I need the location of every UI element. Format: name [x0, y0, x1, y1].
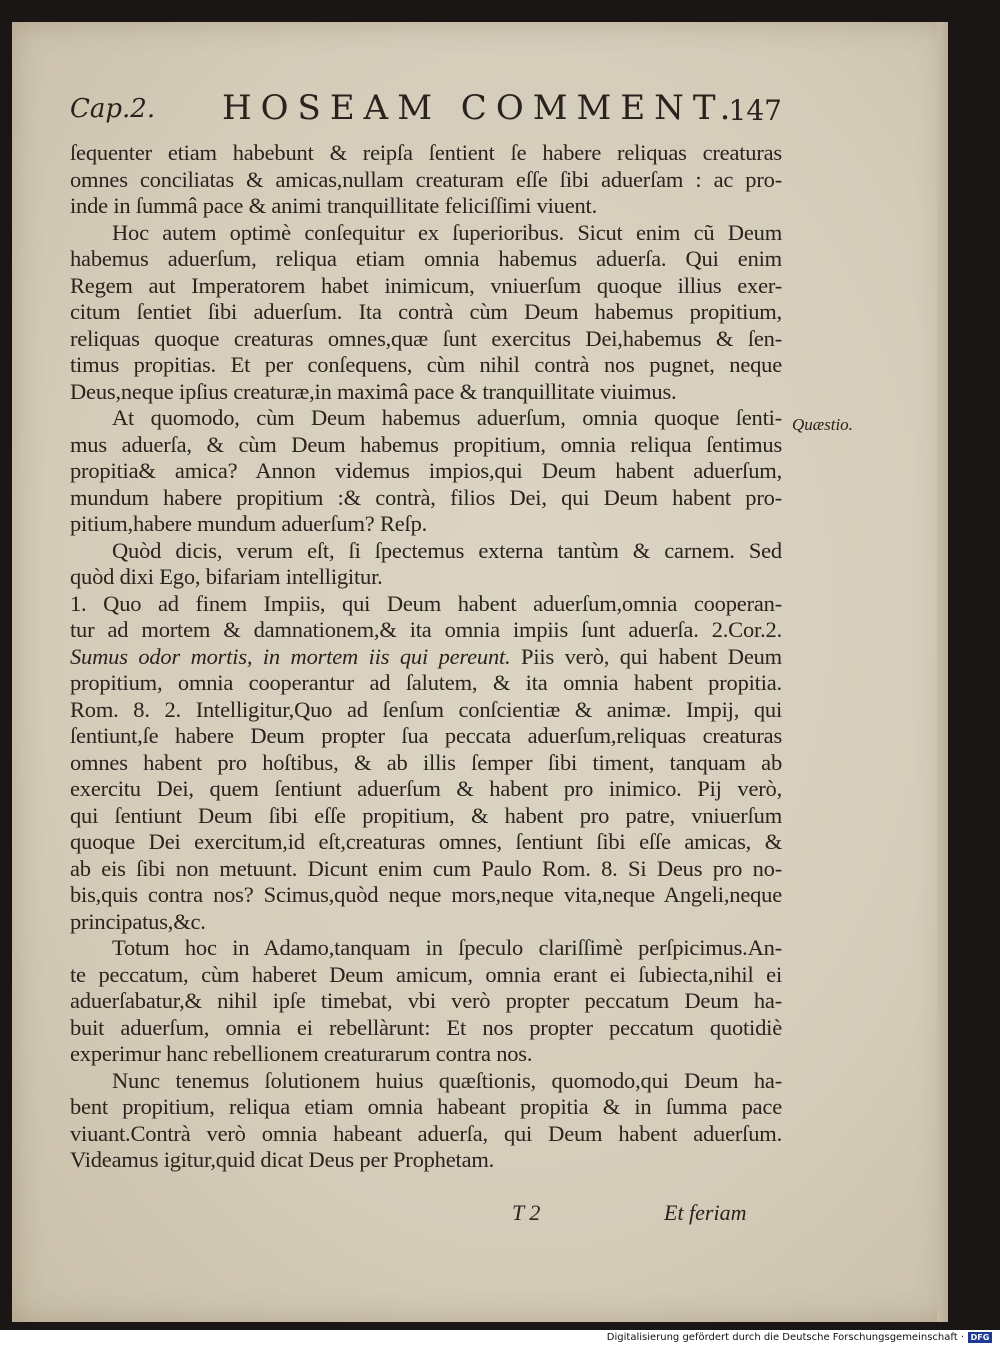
- text-line: Deus,neque ipſius creaturæ,in maximâ pace & tranquillitate viuimus.: [70, 378, 677, 404]
- text-line: bis,quis contra nos? Scimus,quòd neque mors,neque vita,neque Angeli,neque: [70, 882, 782, 907]
- text-line: citum ſentiet ſibi aduerſum. Ita contrà cùm Deum habemus propitium,: [70, 299, 782, 324]
- body-text: [70, 140, 782, 1174]
- text-line: quoque Dei exercitum,id eſt,creaturas omnes, ſentiunt ſibi eſſe amicas, &: [70, 829, 782, 854]
- margin-note: Quæstio.: [792, 415, 853, 434]
- text-line: habemus aduerſum, reliqua etiam omnia habemus aduerſa. Qui enim: [70, 246, 782, 271]
- chapter-label: Cap.2.: [70, 94, 156, 124]
- text-line: pitium,habere mundum aduerſum? Reſp.: [70, 511, 428, 536]
- text-line: aduerſabatur,& nihil ipſe timebat, vbi verò propter peccatum Deum ha-: [70, 988, 782, 1013]
- text-line: Sumus odor mortis, in mortem iis qui pereunt. Piis verò, qui habent Deum: [70, 643, 782, 669]
- text-line: ſequenter etiam habebunt & reipſa ſentient ſe habere reliquas creaturas: [70, 140, 782, 165]
- text-line: quòd dixi Ego, bifariam intelligitur.: [70, 564, 383, 589]
- text-line: propitia& amica? Annon videmus impios,qui Deum habent aduerſum,: [70, 458, 782, 483]
- dfg-logo-icon[interactable]: DFG: [968, 1332, 992, 1343]
- digitization-credit-bar: [0, 1330, 1000, 1346]
- text-line: experimur hanc rebellionem creaturarum contra nos.: [70, 1041, 533, 1066]
- running-title: HOSEAM COMMENT.: [222, 88, 740, 128]
- text-line: qui ſentiunt Deum ſibi eſſe propitium, & habent pro patre, vniuerſum: [70, 802, 782, 828]
- text-line: 1. Quo ad finem Impiis, qui Deum habent aduerſum,omnia cooperan-: [70, 590, 782, 616]
- text-line: te peccatum, cùm haberet Deum amicum, omnia erant ei ſubiecta,nihil ei: [70, 961, 782, 987]
- text-line: ab eis ſibi non metuunt. Dicunt enim cum Paulo Rom. 8. Si Deus pro no-: [70, 855, 782, 881]
- text-line: exercitu Dei, quem ſentiunt aduerſum & habent pro inimico. Pij verò,: [70, 776, 782, 801]
- text-line: reliquas quoque creaturas omnes,quæ ſunt exercitus Dei,habemus & ſen-: [70, 325, 782, 351]
- text-line: Quòd dicis, verum eſt, ſi ſpectemus externa tantùm & carnem. Sed: [112, 537, 782, 563]
- text-line: propitium, omnia cooperantur ad ſalutem, & ita omnia habent propitia.: [70, 670, 782, 695]
- signature-mark: T 2: [512, 1200, 541, 1225]
- text-line: omnes habent pro hoſtibus, & ab illis ſemper ſibi timent, tanquam ab: [70, 749, 782, 775]
- text-line: principatus,&c.: [70, 908, 206, 934]
- text-line: tur ad mortem & damnationem,& ita omnia impiis ſunt aduerſa. 2.Cor.2.: [70, 617, 782, 642]
- page-number: 147: [728, 94, 782, 127]
- text-line: Regem aut Imperatorem habet inimicum, vniuerſum quoque illius exer-: [70, 272, 782, 298]
- text-line: bent propitium, reliqua etiam omnia habeant propitia & in ſumma pace: [70, 1094, 782, 1119]
- text-line: Nunc tenemus ſolutionem huius quæſtionis, quomodo,qui Deum ha-: [112, 1067, 782, 1093]
- book-page: [12, 22, 948, 1322]
- text-line: mundum habere propitium :& contrà, filios Dei, qui Deum habent pro-: [70, 484, 782, 510]
- text-line: Hoc autem optimè conſequitur ex ſuperioribus. Sicut enim cũ Deum: [112, 219, 782, 245]
- text-line: buit aduerſum, omnia ei rebellàrunt: Et nos propter peccatum quotidiè: [70, 1014, 782, 1040]
- text-line: At quomodo, cùm Deum habemus aduerſum, omnia quoque ſenti-: [112, 405, 782, 430]
- catchword: Et feriam: [664, 1200, 747, 1225]
- text-line: Videamus igitur,quid dicat Deus per Prophetam.: [70, 1147, 495, 1172]
- text-line: Totum hoc in Adamo,tanquam in ſpeculo clariſſimè perſpicimus.An-: [112, 935, 782, 960]
- text-line: ſentiunt,ſe habere Deum propter ſua peccata aduerſum,reliquas creaturas: [70, 723, 782, 748]
- running-header: [70, 84, 782, 128]
- text-line: mus aduerſa, & cùm Deum habemus propitium, omnia reliqua ſentimus: [70, 431, 782, 457]
- text-line: timus propitias. Et per conſequens, cùm nihil contrà nos pugnet, neque: [70, 352, 782, 377]
- text-line: inde in ſummâ pace & animi tranquillitate feliciſſimi viuent.: [70, 193, 598, 218]
- dfg-credit-text: Digitalisierung gefördert durch die Deutsche Forschungsgemeinschaft ·: [606, 1332, 964, 1343]
- text-line: Rom. 8. 2. Intelligitur,Quo ad ſenſum conſcientiæ & animæ. Impij, qui: [70, 696, 782, 722]
- text-line: viuant.Contrà verò omnia habeant aduerſa, qui Deum habent aduerſum.: [70, 1120, 782, 1146]
- text-line: omnes conciliatas & amicas,nullam creaturam eſſe ſibi aduerſam : ac pro-: [70, 166, 782, 192]
